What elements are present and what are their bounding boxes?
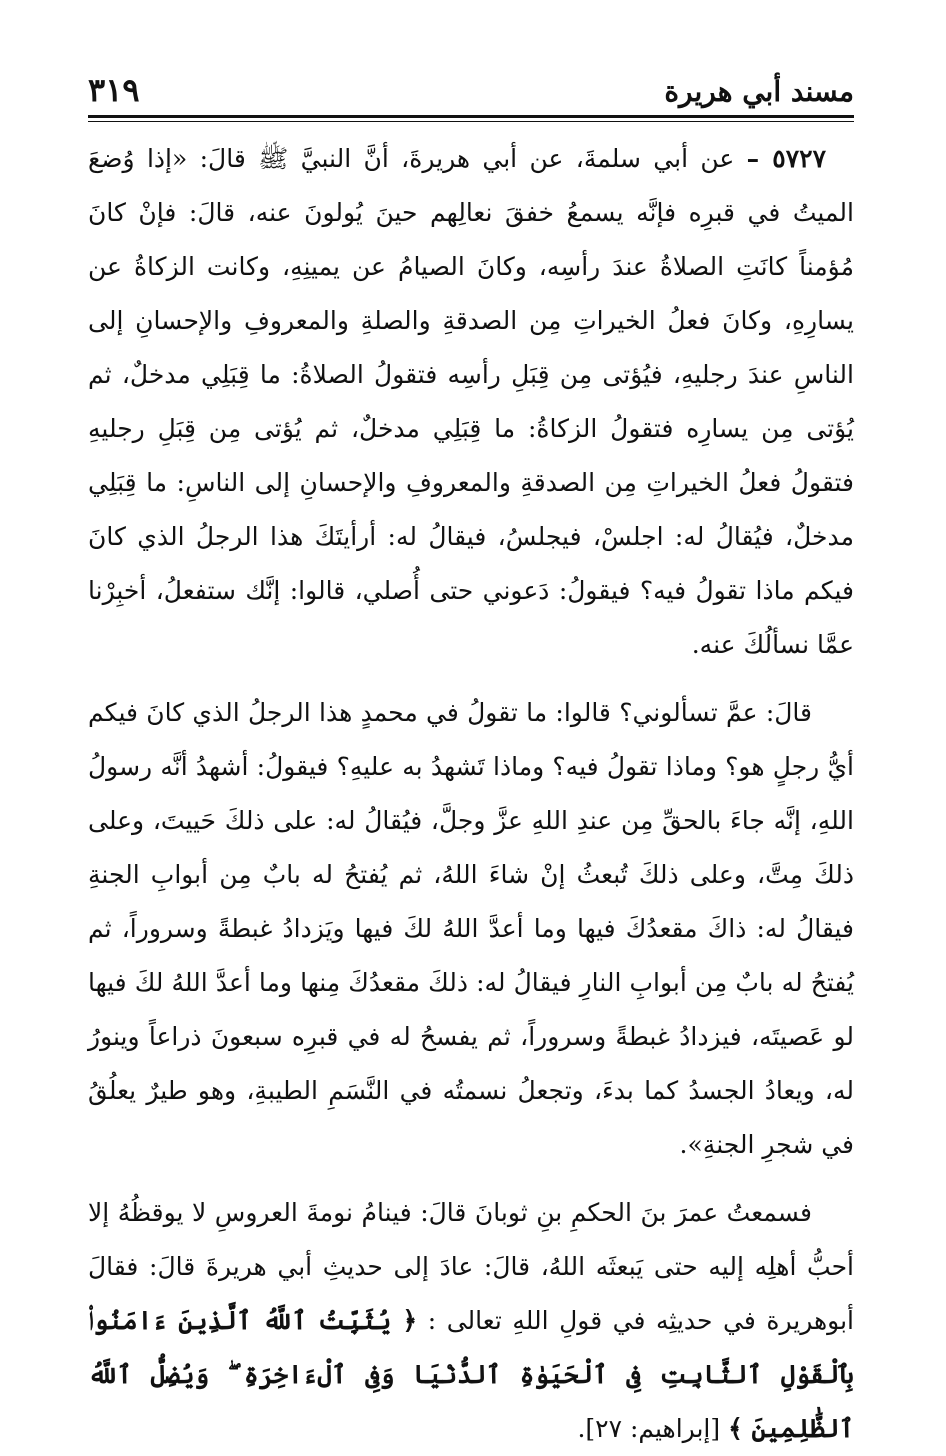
quran-reference: [إبراهيم: ٢٧]. — [577, 1414, 721, 1443]
hadith-text-3: فسمعتُ عمرَ بنَ الحكمِ بنِ ثوبانَ قالَ: فينامُ نومةَ العروسِ لا يوقظُهُ إلا أحبُّ أهلِه إليه حتى يَبعثَه اللهُ، قالَ: عادَ إلى حديثِ أبي هريرةَ قالَ: فقالَ أبوهريرة في حديثِه في قولِ اللهِ تعالى : — [88, 1198, 854, 1335]
header-rule-thin — [88, 121, 854, 122]
hadith-paragraph-2 — [88, 686, 854, 1172]
quran-verse: ﴿ يُثَبِّتُ ٱللَّهُ ٱلَّذِينَ ءَامَنُوا۟ بِٱلْقَوْلِ ٱلثَّابِتِ فِى ٱلْحَيَوٰةِ ٱلدُّنْيَا وَفِى ٱلْءَاخِرَةِ ۖ وَيُضِلُّ ٱللَّهُ ٱلظَّٰلِمِينَ ﴾ — [88, 1306, 854, 1443]
running-title: مسند أبي هريرة — [664, 75, 854, 108]
header-rule — [88, 115, 854, 118]
hadith-paragraph-1 — [88, 132, 854, 672]
page-body — [88, 132, 854, 1456]
page-number: ٣١٩ — [88, 71, 140, 109]
hadith-paragraph-3 — [88, 1186, 854, 1456]
page-header — [88, 70, 854, 118]
hadith-number: ٥٧٢٧ – — [746, 144, 826, 173]
hadith-text-2: قالَ: عمَّ تسألوني؟ قالوا: ما تقولُ في محمدٍ هذا الرجلُ الذي كانَ فيكم أيُّ رجلٍ هو؟ وماذا تقولُ فيه؟ وماذا تَشهدُ به عليهِ؟ فيقولُ: أشهدُ أنَّه رسولُ اللهِ، إنَّه جاءَ بالحقِّ مِن عندِ اللهِ عزَّ وجلَّ، فيُقالُ له: على ذلكَ حَييتَ، وعلى ذلكَ مِتَّ، وعلى ذلكَ تُبعثُ إنْ شاءَ اللهُ، ثم يُفتحُ له بابٌ مِن أبوابِ الجنةِ فيقالُ له: ذاكَ مقعدُكَ فيها وما أعدَّ اللهُ لكَ فيها ويَزدادُ غبطةً وسروراً، ثم يُفتحُ له بابٌ مِن أبوابِ النارِ فيقالُ له: ذلكَ مقعدُكَ مِنها وما أعدَّ اللهُ لكَ فيها لو عَصيتَه، فيزدادُ غبطةً وسروراً، ثم يفسحُ له في قبرِه سبعونَ ذراعاً وينورُ له، ويعادُ الجسدُ كما بدءَ، وتجعلُ نسمتُه في النَّسَمِ الطيبةِ، وهو طيرٌ يعلُقُ في شجرِ الجنةِ». — [88, 698, 854, 1159]
hadith-text-1: عن أبي سلمةَ، عن أبي هريرةَ، أنَّ النبيَّ ﷺ قالَ: «إذا وُضعَ الميتُ في قبرِه فإنَّه يسمعُ خفقَ نعالِهم حينَ يُولونَ عنه، قالَ: فإنْ كانَ مُؤمناً كانَتِ الصلاةُ عندَ رأسِه، وكانَ الصيامُ عن يمينِهِ، وكانت الزكاةُ عن يسارِهِ، وكانَ فعلُ الخيراتِ مِن الصدقةِ والصلةِ والمعروفِ والإحسانِ إلى الناسِ عندَ رجليهِ، فيُؤتى مِن قِبَلِ رأسِه فتقولُ الصلاةُ: ما قِبَلِي مدخلٌ، ثم يُؤتى مِن يسارِه فتقولُ الزكاةُ: ما قِبَلِي مدخلٌ، ثم يُؤتى مِن قِبَلِ رجليهِ فتقولُ فعلُ الخيراتِ مِن الصدقةِ والمعروفِ والإحسانِ إلى الناسِ: ما قِبَلِي مدخلٌ، فيُقالُ له: اجلسْ، فيجلسُ، فيقالُ له: أرأيتَكَ هذا الرجلُ الذي كانَ فيكم ماذا تقولُ فيه؟ فيقولُ: دَعوني حتى أُصلي، قالوا: إنَّك ستفعلُ، أخبِرْنا عمَّا نسألُكَ عنه. — [88, 144, 854, 659]
